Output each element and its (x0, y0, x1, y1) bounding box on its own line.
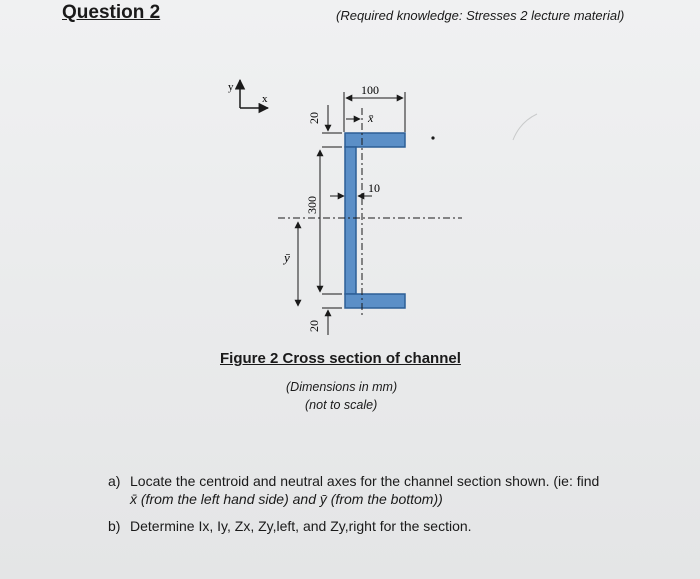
dim-xbar-label: x̄ (368, 111, 374, 125)
question-a (108, 472, 599, 508)
figure-caption: Figure 2 Cross section of channel (220, 350, 461, 367)
channel-bottom-flange (345, 294, 405, 308)
question-title: Question 2 (62, 2, 161, 23)
dim-web-thickness-label: 10 (368, 181, 380, 195)
dim-ybar-label: ȳ (284, 250, 290, 265)
channel-top-flange (345, 133, 405, 147)
pen-dot (431, 136, 434, 139)
dim-top-flange-label: 20 (307, 112, 321, 124)
dim-bottom-flange-label: 20 (307, 320, 321, 332)
question-a-letter: a) (108, 473, 121, 489)
figure-note-units: (Dimensions in mm) (286, 380, 398, 394)
question-a-line1: Locate the centroid and neutral axes for the channel section shown. (ie: find (130, 473, 600, 489)
width-dimension (344, 92, 405, 132)
dim-width-label: 100 (361, 83, 379, 97)
figure-note-scale: (not to scale) (305, 398, 378, 412)
axis-x-label: x (262, 93, 268, 105)
height-dimensions (298, 105, 342, 335)
question-a-line2: x̄ (from the left hand side) and ȳ (from the bottom)) (130, 491, 443, 507)
channel-web (345, 147, 356, 294)
axis-y-label: y (228, 81, 234, 93)
required-knowledge-note: (Required knowledge: Stresses 2 lecture material) (336, 8, 625, 23)
question-b (108, 517, 472, 535)
question-b-letter: b) (108, 518, 121, 534)
question-b-text: Determine Ix, Iy, Zx, Zy,left, and Zy,right for the section. (130, 518, 472, 534)
pen-stroke (513, 114, 537, 140)
channel-section (345, 133, 405, 308)
dim-web-height-label: 300 (305, 196, 319, 214)
